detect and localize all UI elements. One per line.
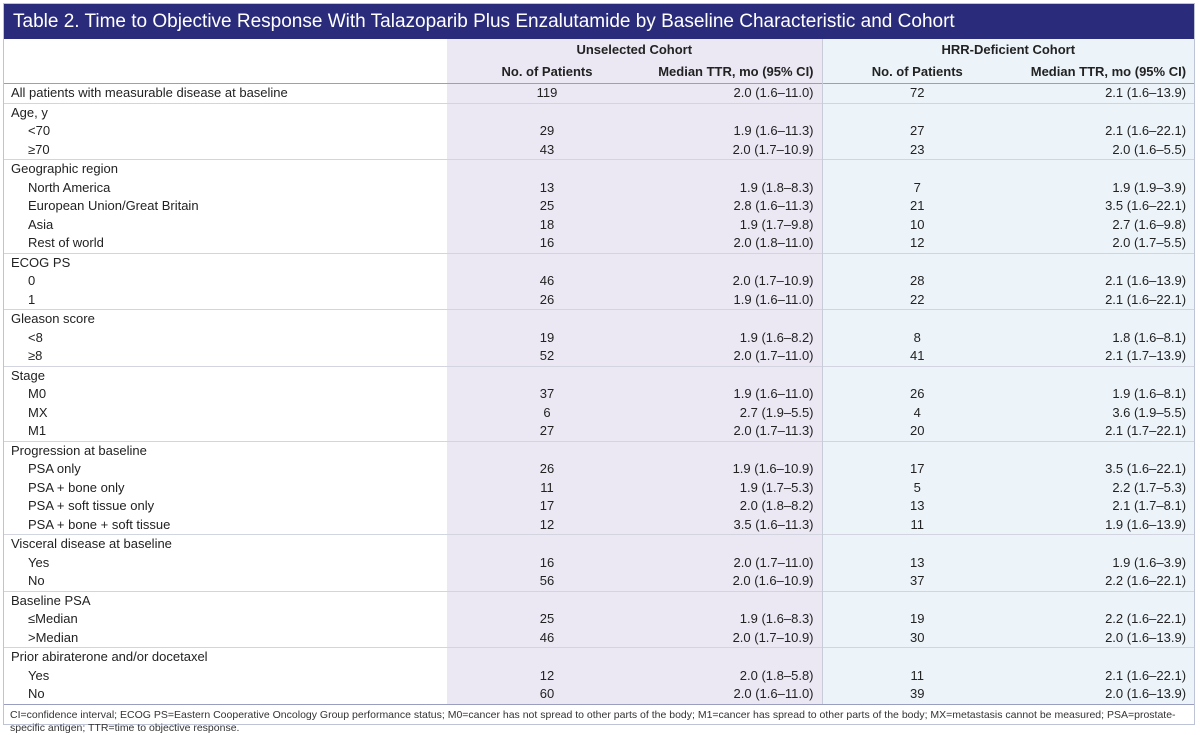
- hrr-n-cell: [822, 310, 1012, 329]
- row-label: 1: [28, 291, 36, 307]
- table-group-row: [4, 310, 1194, 329]
- table-row: [4, 479, 1194, 498]
- hrr-n-cell: [822, 535, 1012, 554]
- hrr-ttr-cell: 2.2 (1.6–22.1): [1012, 610, 1194, 629]
- hrr-ttr-cell: 3.5 (1.6–22.1): [1012, 460, 1194, 479]
- unselected-ttr-cell: 2.8 (1.6–11.3): [647, 197, 822, 216]
- table-footnote: CI=confidence interval; ECOG PS=Eastern Cooperative Oncology Group performance status; M0=cancer has not spread to other parts of the body; M1=cancer has spread to other parts of the body; MX=metastasis cannot be measured; PSA=prostate-specific antigen; TTR=time to objective response.: [4, 704, 1194, 735]
- row-label: Asia: [28, 216, 54, 232]
- hrr-n-cell: 39: [822, 685, 1012, 704]
- unselected-n-cell: 119: [447, 84, 647, 104]
- table-row: [4, 572, 1194, 591]
- unselected-ttr-cell: 1.9 (1.7–9.8): [647, 216, 822, 235]
- unselected-n-cell: 16: [447, 554, 647, 573]
- table-group-row: [4, 648, 1194, 667]
- hrr-ttr-cell: 1.9 (1.6–3.9): [1012, 554, 1194, 573]
- unselected-ttr-cell: 2.0 (1.7–11.0): [647, 554, 822, 573]
- empty-header-cell: [4, 60, 447, 84]
- unselected-n-cell: 12: [447, 516, 647, 535]
- hrr-ttr-cell: 1.8 (1.6–8.1): [1012, 329, 1194, 348]
- hrr-n-cell: 12: [822, 234, 1012, 253]
- table-row: [4, 685, 1194, 704]
- row-label: <8: [28, 329, 43, 345]
- table-row: [4, 84, 1194, 104]
- table-group-row: [4, 441, 1194, 460]
- unselected-n-cell: 37: [447, 385, 647, 404]
- unselected-ttr-cell: 1.9 (1.8–8.3): [647, 179, 822, 198]
- unselected-ttr-cell: [647, 648, 822, 667]
- hrr-ttr-cell: [1012, 103, 1194, 122]
- unselected-n-cell: 29: [447, 122, 647, 141]
- unselected-n-cell: 12: [447, 667, 647, 686]
- unselected-ttr-cell: 1.9 (1.6–11.0): [647, 291, 822, 310]
- table-row: [4, 554, 1194, 573]
- hrr-ttr-cell: 3.6 (1.9–5.5): [1012, 404, 1194, 423]
- unselected-n-cell: [447, 310, 647, 329]
- hrr-ttr-cell: 2.1 (1.6–13.9): [1012, 84, 1194, 104]
- table-row: [4, 385, 1194, 404]
- row-label: Prior abiraterone and/or docetaxel: [4, 648, 447, 667]
- unselected-n-cell: [447, 648, 647, 667]
- col-ttr-hrr: Median TTR, mo (95% CI): [1012, 60, 1194, 84]
- hrr-n-cell: [822, 160, 1012, 179]
- row-label: ≥70: [28, 141, 50, 157]
- unselected-n-cell: 18: [447, 216, 647, 235]
- row-label: North America: [28, 179, 111, 195]
- row-label: Geographic region: [4, 160, 447, 179]
- table-row: [4, 667, 1194, 686]
- unselected-n-cell: [447, 441, 647, 460]
- hrr-ttr-cell: [1012, 591, 1194, 610]
- hrr-n-cell: 37: [822, 572, 1012, 591]
- hrr-n-cell: 23: [822, 141, 1012, 160]
- unselected-n-cell: 52: [447, 347, 647, 366]
- hrr-ttr-cell: 2.1 (1.6–22.1): [1012, 667, 1194, 686]
- hrr-cohort-header: HRR-Deficient Cohort: [822, 39, 1194, 60]
- hrr-n-cell: [822, 253, 1012, 272]
- table-title: Table 2. Time to Objective Response With Talazoparib Plus Enzalutamide by Baseline Characteristic and Cohort: [4, 4, 1194, 39]
- unselected-ttr-cell: 2.0 (1.7–10.9): [647, 141, 822, 160]
- row-label: Yes: [28, 667, 50, 683]
- unselected-n-cell: 19: [447, 329, 647, 348]
- unselected-n-cell: 46: [447, 629, 647, 648]
- hrr-n-cell: 8: [822, 329, 1012, 348]
- hrr-ttr-cell: [1012, 648, 1194, 667]
- row-label: Age, y: [4, 103, 447, 122]
- hrr-n-cell: [822, 591, 1012, 610]
- unselected-ttr-cell: 2.0 (1.8–5.8): [647, 667, 822, 686]
- unselected-ttr-cell: 3.5 (1.6–11.3): [647, 516, 822, 535]
- hrr-ttr-cell: 2.0 (1.7–5.5): [1012, 234, 1194, 253]
- table-row: [4, 404, 1194, 423]
- unselected-ttr-cell: [647, 103, 822, 122]
- table-row: [4, 460, 1194, 479]
- row-label: MX: [28, 404, 48, 420]
- unselected-n-cell: [447, 253, 647, 272]
- hrr-n-cell: [822, 648, 1012, 667]
- hrr-n-cell: 30: [822, 629, 1012, 648]
- table-row: [4, 610, 1194, 629]
- unselected-n-cell: [447, 535, 647, 554]
- unselected-ttr-cell: 1.9 (1.6–8.2): [647, 329, 822, 348]
- unselected-ttr-cell: 2.0 (1.8–11.0): [647, 234, 822, 253]
- table-row: [4, 516, 1194, 535]
- hrr-n-cell: 13: [822, 554, 1012, 573]
- unselected-ttr-cell: [647, 310, 822, 329]
- table-row: [4, 197, 1194, 216]
- unselected-n-cell: 26: [447, 291, 647, 310]
- hrr-ttr-cell: 2.0 (1.6–5.5): [1012, 141, 1194, 160]
- table-row: [4, 497, 1194, 516]
- table-row: [4, 629, 1194, 648]
- unselected-ttr-cell: [647, 160, 822, 179]
- hrr-n-cell: 11: [822, 516, 1012, 535]
- row-label: Yes: [28, 554, 50, 570]
- unselected-n-cell: 25: [447, 610, 647, 629]
- row-label: M1: [28, 423, 47, 438]
- hrr-ttr-cell: 2.1 (1.7–8.1): [1012, 497, 1194, 516]
- table-row: [4, 291, 1194, 310]
- hrr-ttr-cell: 2.0 (1.6–13.9): [1012, 629, 1194, 648]
- hrr-n-cell: 20: [822, 422, 1012, 441]
- table-group-row: [4, 253, 1194, 272]
- col-ttr-unselected: Median TTR, mo (95% CI): [647, 60, 822, 84]
- unselected-n-cell: 56: [447, 572, 647, 591]
- hrr-ttr-cell: 2.1 (1.6–22.1): [1012, 122, 1194, 141]
- hrr-n-cell: [822, 103, 1012, 122]
- empty-header-cell: [4, 39, 447, 60]
- hrr-ttr-cell: 1.9 (1.6–8.1): [1012, 385, 1194, 404]
- row-label: PSA + bone + soft tissue: [28, 516, 171, 532]
- table-group-row: [4, 103, 1194, 122]
- col-n-unselected: No. of Patients: [447, 60, 647, 84]
- unselected-ttr-cell: 2.0 (1.7–10.9): [647, 272, 822, 291]
- hrr-n-cell: 26: [822, 385, 1012, 404]
- unselected-n-cell: 17: [447, 497, 647, 516]
- unselected-ttr-cell: 2.0 (1.7–10.9): [647, 629, 822, 648]
- hrr-ttr-cell: [1012, 535, 1194, 554]
- table-row: [4, 234, 1194, 253]
- unselected-ttr-cell: 1.9 (1.6–11.3): [647, 122, 822, 141]
- table-row: [4, 422, 1194, 441]
- table-group-row: [4, 160, 1194, 179]
- table-row: [4, 179, 1194, 198]
- unselected-ttr-cell: 2.0 (1.7–11.3): [647, 422, 822, 441]
- table-body: [4, 84, 1194, 704]
- table-group-row: [4, 366, 1194, 385]
- table-row: [4, 122, 1194, 141]
- unselected-ttr-cell: 2.7 (1.9–5.5): [647, 404, 822, 423]
- hrr-n-cell: 41: [822, 347, 1012, 366]
- hrr-n-cell: 17: [822, 460, 1012, 479]
- unselected-n-cell: 16: [447, 234, 647, 253]
- table-group-row: [4, 535, 1194, 554]
- row-label: All patients with measurable disease at baseline: [4, 84, 447, 104]
- unselected-ttr-cell: 2.0 (1.6–11.0): [647, 685, 822, 704]
- row-label: >Median: [28, 629, 79, 645]
- hrr-n-cell: 13: [822, 497, 1012, 516]
- unselected-ttr-cell: 1.9 (1.6–8.3): [647, 610, 822, 629]
- hrr-n-cell: 28: [822, 272, 1012, 291]
- hrr-n-cell: 11: [822, 667, 1012, 686]
- hrr-n-cell: 27: [822, 122, 1012, 141]
- hrr-ttr-cell: [1012, 310, 1194, 329]
- unselected-ttr-cell: [647, 535, 822, 554]
- hrr-ttr-cell: [1012, 253, 1194, 272]
- row-label: Visceral disease at baseline: [4, 535, 447, 554]
- table-group-row: [4, 591, 1194, 610]
- hrr-ttr-cell: 3.5 (1.6–22.1): [1012, 197, 1194, 216]
- unselected-n-cell: [447, 103, 647, 122]
- unselected-n-cell: [447, 366, 647, 385]
- row-label: Baseline PSA: [4, 591, 447, 610]
- unselected-ttr-cell: 1.9 (1.7–5.3): [647, 479, 822, 498]
- unselected-ttr-cell: [647, 591, 822, 610]
- unselected-ttr-cell: [647, 253, 822, 272]
- unselected-n-cell: 11: [447, 479, 647, 498]
- hrr-ttr-cell: 2.1 (1.6–13.9): [1012, 272, 1194, 291]
- hrr-ttr-cell: [1012, 160, 1194, 179]
- table-container: [4, 39, 1194, 704]
- hrr-n-cell: 22: [822, 291, 1012, 310]
- unselected-n-cell: 6: [447, 404, 647, 423]
- row-label: No: [28, 686, 45, 701]
- unselected-n-cell: [447, 160, 647, 179]
- row-label: 0: [28, 273, 36, 288]
- ttr-table: [4, 39, 1194, 704]
- hrr-n-cell: [822, 441, 1012, 460]
- table-figure: [3, 3, 1195, 734]
- unselected-ttr-cell: 1.9 (1.6–10.9): [647, 460, 822, 479]
- row-label: European Union/Great Britain: [28, 198, 199, 213]
- row-label: PSA + soft tissue only: [28, 498, 155, 513]
- row-label: ECOG PS: [4, 253, 447, 272]
- unselected-n-cell: [447, 591, 647, 610]
- hrr-n-cell: 4: [822, 404, 1012, 423]
- unselected-ttr-cell: 2.0 (1.6–11.0): [647, 84, 822, 104]
- hrr-n-cell: [822, 366, 1012, 385]
- row-label: M0: [28, 386, 47, 401]
- hrr-ttr-cell: 2.2 (1.7–5.3): [1012, 479, 1194, 498]
- unselected-ttr-cell: [647, 366, 822, 385]
- table-row: [4, 347, 1194, 366]
- table-row: [4, 272, 1194, 291]
- row-label: Progression at baseline: [4, 441, 447, 460]
- hrr-ttr-cell: 2.1 (1.7–13.9): [1012, 347, 1194, 366]
- hrr-ttr-cell: 2.1 (1.6–22.1): [1012, 291, 1194, 310]
- unselected-n-cell: 46: [447, 272, 647, 291]
- row-label: PSA only: [28, 461, 81, 476]
- unselected-ttr-cell: 2.0 (1.6–10.9): [647, 572, 822, 591]
- hrr-ttr-cell: 1.9 (1.9–3.9): [1012, 179, 1194, 198]
- row-label: <70: [28, 123, 51, 138]
- unselected-ttr-cell: 2.0 (1.7–11.0): [647, 347, 822, 366]
- hrr-ttr-cell: 2.1 (1.7–22.1): [1012, 422, 1194, 441]
- hrr-ttr-cell: [1012, 441, 1194, 460]
- hrr-n-cell: 5: [822, 479, 1012, 498]
- row-label: ≥8: [28, 348, 43, 363]
- unselected-n-cell: 13: [447, 179, 647, 198]
- hrr-ttr-cell: 1.9 (1.6–13.9): [1012, 516, 1194, 535]
- hrr-n-cell: 72: [822, 84, 1012, 104]
- hrr-ttr-cell: 2.0 (1.6–13.9): [1012, 685, 1194, 704]
- hrr-ttr-cell: 2.2 (1.6–22.1): [1012, 572, 1194, 591]
- unselected-n-cell: 25: [447, 197, 647, 216]
- row-label: Rest of world: [28, 235, 104, 250]
- unselected-n-cell: 27: [447, 422, 647, 441]
- unselected-cohort-header: Unselected Cohort: [447, 39, 822, 60]
- hrr-n-cell: 21: [822, 197, 1012, 216]
- hrr-n-cell: 7: [822, 179, 1012, 198]
- cohort-header-row: [4, 39, 1194, 60]
- row-label: PSA + bone only: [28, 479, 125, 495]
- row-label: No: [28, 573, 45, 588]
- unselected-n-cell: 60: [447, 685, 647, 704]
- row-label: ≤Median: [28, 611, 78, 626]
- table-row: [4, 216, 1194, 235]
- hrr-n-cell: 19: [822, 610, 1012, 629]
- unselected-ttr-cell: 2.0 (1.8–8.2): [647, 497, 822, 516]
- hrr-n-cell: 10: [822, 216, 1012, 235]
- table-row: [4, 141, 1194, 160]
- unselected-ttr-cell: [647, 441, 822, 460]
- col-n-hrr: No. of Patients: [822, 60, 1012, 84]
- unselected-n-cell: 43: [447, 141, 647, 160]
- hrr-ttr-cell: [1012, 366, 1194, 385]
- row-label: Gleason score: [4, 310, 447, 329]
- row-label: Stage: [4, 366, 447, 385]
- unselected-n-cell: 26: [447, 460, 647, 479]
- table-row: [4, 329, 1194, 348]
- hrr-ttr-cell: 2.7 (1.6–9.8): [1012, 216, 1194, 235]
- column-header-row: [4, 60, 1194, 84]
- unselected-ttr-cell: 1.9 (1.6–11.0): [647, 385, 822, 404]
